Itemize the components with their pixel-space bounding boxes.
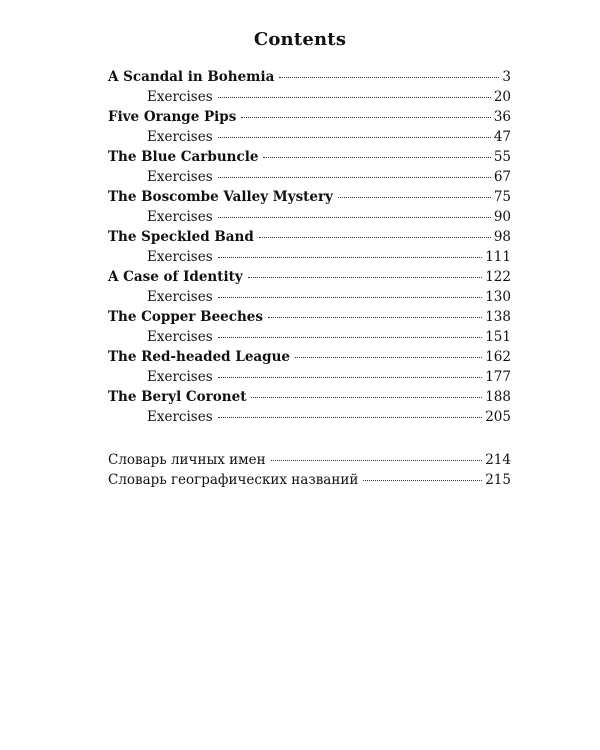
toc-entry-line (108, 67, 511, 87)
toc-page-number: 98 (493, 229, 511, 245)
page-title: Contents (253, 29, 347, 50)
toc-entry-title: The Red-headed League (108, 349, 290, 365)
toc-page-number: 75 (493, 189, 511, 205)
toc-entry-title: Exercises (147, 169, 213, 185)
toc-page-number: 67 (493, 169, 511, 185)
toc-entry-title: Словарь географических названий (108, 472, 359, 488)
toc-page-number: 188 (485, 389, 511, 405)
toc-entry-title: Exercises (147, 209, 213, 225)
toc-page-number: 122 (485, 269, 511, 285)
toc-entry-title: Exercises (147, 129, 213, 145)
dot-leader (248, 277, 483, 278)
toc-entry-title: The Boscombe Valley Mystery (108, 189, 333, 205)
appendix-list (108, 450, 511, 490)
story-list (108, 67, 511, 427)
toc-entry-title: Exercises (147, 409, 213, 425)
toc-page-number: 90 (493, 209, 511, 225)
dot-leader (218, 377, 483, 378)
toc-entry-line (147, 167, 511, 187)
toc-story-item[interactable] (108, 227, 511, 247)
toc-entry-title: The Blue Carbuncle (108, 149, 259, 165)
toc-entry-line (108, 187, 511, 207)
toc-entry-line (147, 287, 511, 307)
toc-story-item[interactable] (108, 147, 511, 167)
toc-appendix-item[interactable] (108, 470, 511, 490)
toc-story-item[interactable] (108, 307, 511, 327)
toc-entry-title: A Scandal in Bohemia (108, 69, 275, 85)
toc-page-number: 36 (493, 109, 511, 125)
toc-story-item[interactable] (108, 387, 511, 407)
dot-leader (338, 197, 491, 198)
toc-entry-title: Five Orange Pips (108, 109, 237, 125)
toc-entry-title: The Speckled Band (108, 229, 254, 245)
toc-entry-line (108, 147, 511, 167)
toc-page-number: 111 (485, 249, 511, 265)
dot-leader (251, 397, 482, 398)
toc-page-number: 3 (502, 69, 511, 85)
toc-exercises-item[interactable] (108, 327, 511, 347)
toc-exercises-item[interactable] (108, 247, 511, 267)
toc-exercises-item[interactable] (108, 167, 511, 187)
dot-leader (218, 337, 483, 338)
toc-entry-title: Exercises (147, 289, 213, 305)
toc-entry-title: The Copper Beeches (108, 309, 263, 325)
dot-leader (218, 177, 491, 178)
toc-entry-title: A Case of Identity (108, 269, 243, 285)
toc-exercises-item[interactable] (108, 287, 511, 307)
toc-page-number: 138 (485, 309, 511, 325)
toc-entry-line (147, 247, 511, 267)
toc-entry-title: Словарь личных имен (108, 452, 266, 468)
toc-entry-line (147, 87, 511, 107)
toc-page-number: 162 (485, 349, 511, 365)
toc-entry-line (108, 470, 511, 490)
dot-leader (218, 137, 491, 138)
toc-page-number: 214 (485, 452, 511, 468)
toc-entry-title: Exercises (147, 249, 213, 265)
dot-leader (218, 257, 483, 258)
toc-exercises-item[interactable] (108, 87, 511, 107)
dot-leader (259, 237, 491, 238)
toc-page-number: 47 (493, 129, 511, 145)
toc-entry-title: Exercises (147, 369, 213, 385)
toc-exercises-item[interactable] (108, 407, 511, 427)
toc-entry-title: Exercises (147, 89, 213, 105)
dot-leader (263, 157, 490, 158)
toc-page-number: 130 (485, 289, 511, 305)
toc-entry-line (108, 347, 511, 367)
dot-leader (268, 317, 482, 318)
dot-leader (279, 77, 499, 78)
toc-page-number: 215 (485, 472, 511, 488)
toc-entry-line (108, 107, 511, 127)
dot-leader (218, 417, 483, 418)
toc-page-number: 205 (485, 409, 511, 425)
toc-entry-line (147, 207, 511, 227)
toc-entry-title: Exercises (147, 329, 213, 345)
dot-leader (295, 357, 482, 358)
dot-leader (218, 217, 491, 218)
toc-appendix-item[interactable] (108, 450, 511, 470)
toc-story-item[interactable] (108, 187, 511, 207)
toc-entry-title: The Beryl Coronet (108, 389, 247, 405)
toc-entry-line (147, 127, 511, 147)
toc-entry-line (108, 387, 511, 407)
toc-entry-line (108, 307, 511, 327)
toc-entry-line (108, 450, 511, 470)
toc-page-number: 20 (493, 89, 511, 105)
toc-entry-line (108, 227, 511, 247)
toc-entry-line (147, 407, 511, 427)
dot-leader (241, 117, 490, 118)
toc-exercises-item[interactable] (108, 367, 511, 387)
section-gap (108, 427, 511, 450)
toc-entry-line (147, 327, 511, 347)
toc-entry-line (108, 267, 511, 287)
table-of-contents (108, 67, 511, 490)
toc-story-item[interactable] (108, 267, 511, 287)
toc-story-item[interactable] (108, 107, 511, 127)
toc-entry-line (147, 367, 511, 387)
toc-exercises-item[interactable] (108, 127, 511, 147)
toc-exercises-item[interactable] (108, 207, 511, 227)
dot-leader (271, 460, 483, 461)
toc-story-item[interactable] (108, 347, 511, 367)
toc-page-number: 151 (485, 329, 511, 345)
toc-story-item[interactable] (108, 67, 511, 87)
dot-leader (218, 97, 491, 98)
dot-leader (218, 297, 483, 298)
dot-leader (363, 480, 482, 481)
toc-page-number: 55 (493, 149, 511, 165)
toc-page-number: 177 (485, 369, 511, 385)
